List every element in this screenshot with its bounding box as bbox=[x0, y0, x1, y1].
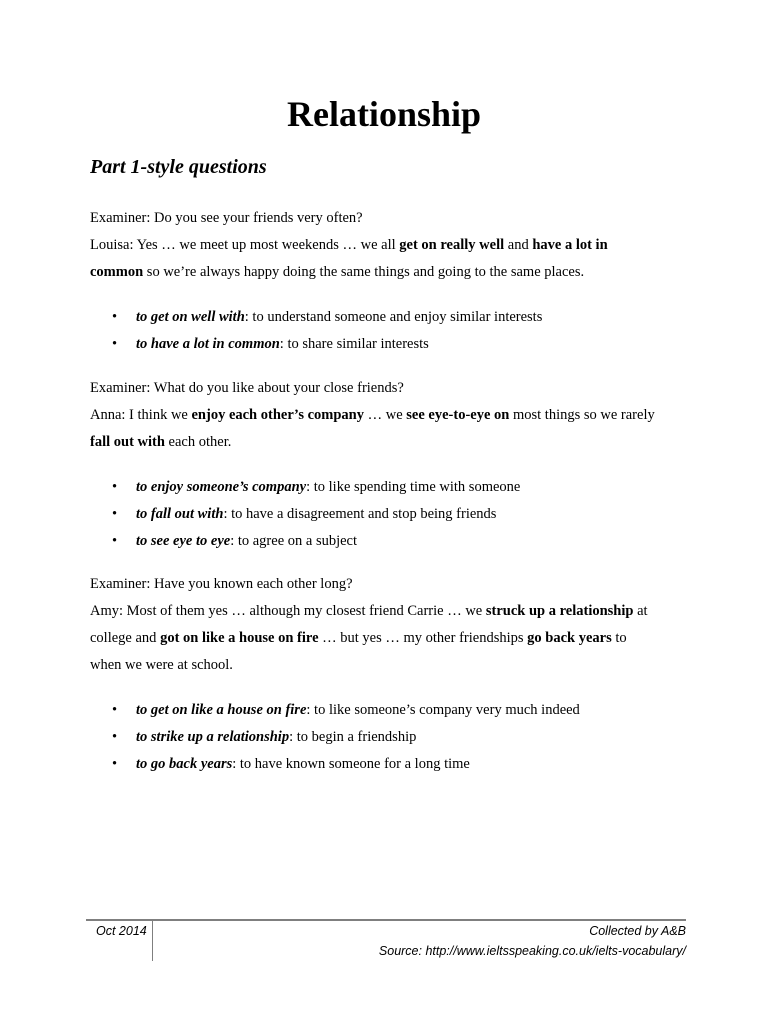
dialogue-line: college and got on like a house on fire … but yes … my other friendships go back years to bbox=[90, 630, 627, 646]
bullet-icon: • bbox=[112, 533, 118, 549]
bullet-icon: • bbox=[112, 336, 118, 352]
bullet-icon: • bbox=[112, 702, 118, 718]
vocab-bullet bbox=[112, 531, 357, 551]
key-phrase: see eye-to-eye on bbox=[406, 407, 510, 423]
vocab-definition: : to understand someone and enjoy similar interests bbox=[244, 309, 543, 325]
key-phrase: enjoy each other’s company bbox=[191, 407, 364, 423]
vocab-bullet bbox=[112, 504, 496, 524]
page-title: Relationship bbox=[286, 94, 482, 134]
dialogue-line: when we were at school. bbox=[90, 657, 233, 673]
bullet-icon: • bbox=[112, 729, 118, 745]
dialogue-line: Anna: I think we enjoy each other’s company … we see eye-to-eye on most things so we rarely bbox=[90, 407, 655, 423]
section-subtitle: Part 1-style questions bbox=[90, 156, 267, 178]
vocab-bullet bbox=[112, 754, 470, 774]
vocab-definition: : to begin a friendship bbox=[289, 729, 417, 745]
footer-divider bbox=[86, 919, 686, 921]
vocab-definition: : to like someone’s company very much indeed bbox=[306, 702, 580, 718]
vocab-definition: : to agree on a subject bbox=[230, 533, 358, 549]
vocab-bullet bbox=[112, 700, 580, 720]
vocab-definition: : to have a disagreement and stop being friends bbox=[223, 506, 497, 522]
dialogue-line: Louisa: Yes … we meet up most weekends … we all get on really well and have a lot in bbox=[90, 237, 608, 253]
dialogue-line: Examiner: Do you see your friends very often? bbox=[90, 210, 363, 226]
dialogue-line: Examiner: Have you known each other long? bbox=[90, 576, 353, 592]
bullet-icon: • bbox=[112, 506, 118, 522]
vocab-term: to fall out with bbox=[136, 506, 224, 522]
key-phrase: got on like a house on fire bbox=[160, 630, 319, 646]
vocab-bullet bbox=[112, 727, 416, 747]
footer-column-divider bbox=[152, 921, 153, 961]
bullet-icon: • bbox=[112, 479, 118, 495]
vocab-term: to get on like a house on fire bbox=[136, 702, 307, 718]
vocab-term: to go back years bbox=[136, 756, 233, 772]
vocab-bullet bbox=[112, 477, 520, 497]
key-phrase: common bbox=[90, 264, 144, 280]
bullet-icon: • bbox=[112, 309, 118, 325]
footer-collected-by: Collected by A&B bbox=[589, 924, 686, 938]
vocab-term: to get on well with bbox=[136, 309, 245, 325]
dialogue-line: Examiner: What do you like about your close friends? bbox=[90, 380, 404, 396]
footer-source: Source: http://www.ieltsspeaking.co.uk/ielts-vocabulary/ bbox=[378, 944, 686, 958]
dialogue-line: fall out with each other. bbox=[90, 434, 232, 450]
vocab-definition: : to like spending time with someone bbox=[306, 479, 521, 495]
key-phrase: go back years bbox=[527, 630, 612, 646]
vocab-definition: : to share similar interests bbox=[279, 336, 429, 352]
bullet-icon: • bbox=[112, 756, 118, 772]
vocab-bullet bbox=[112, 334, 429, 354]
vocab-term: to see eye to eye bbox=[136, 533, 231, 549]
vocab-term: to enjoy someone’s company bbox=[136, 479, 307, 495]
key-phrase: struck up a relationship bbox=[485, 603, 634, 619]
dialogue-line: Amy: Most of them yes … although my closest friend Carrie … we struck up a relationship at bbox=[90, 603, 648, 619]
vocab-term: to have a lot in common bbox=[136, 336, 280, 352]
vocab-term: to strike up a relationship bbox=[136, 729, 290, 745]
key-phrase: fall out with bbox=[90, 434, 165, 450]
key-phrase: get on really well bbox=[399, 237, 505, 253]
footer-date: Oct 2014 bbox=[96, 924, 147, 938]
key-phrase: have a lot in bbox=[532, 237, 608, 253]
dialogue-line: common so we’re always happy doing the same things and going to the same places. bbox=[90, 264, 585, 280]
vocab-definition: : to have known someone for a long time bbox=[232, 756, 470, 772]
vocab-bullet bbox=[112, 307, 542, 327]
